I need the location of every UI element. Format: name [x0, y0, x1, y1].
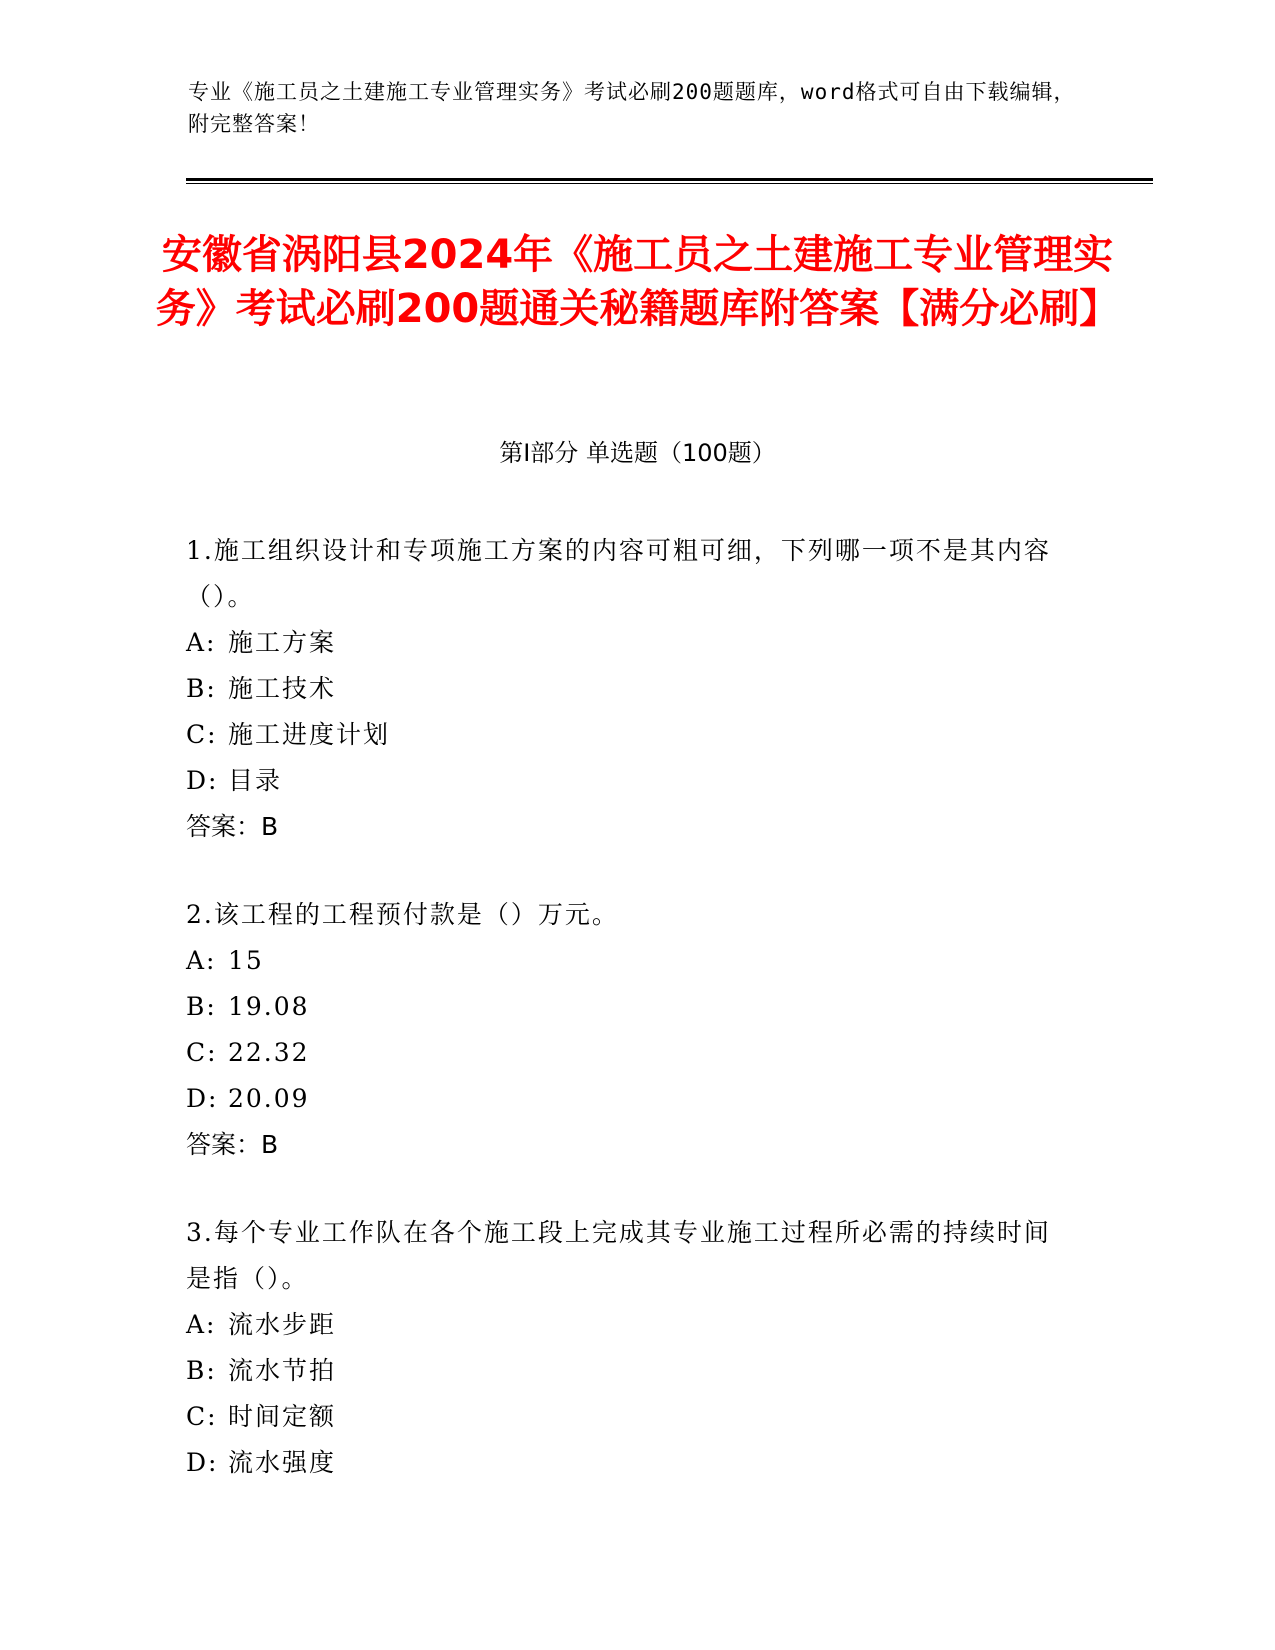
question-3 [186, 1210, 1066, 1486]
answer-line: 答案：B [186, 1130, 279, 1159]
option-text: 目录 [228, 766, 283, 795]
option-b [186, 1348, 1066, 1394]
question-list [186, 528, 1066, 1528]
question-1 [186, 528, 1066, 850]
option-key: D: [186, 766, 219, 795]
option-key: C: [186, 720, 218, 749]
header-rule-thin [186, 183, 1153, 184]
document-title: 安徽省涡阳县2024年《施工员之土建施工专业管理实务》考试必刷200题通关秘籍题库附答案【满分必刷】 [155, 232, 1120, 332]
question-stem: 2.该工程的工程预付款是（）万元。 [186, 900, 619, 929]
option-d [186, 758, 1066, 804]
question-stem: 3.每个专业工作队在各个施工段上完成其专业施工过程所必需的持续时间是指（）。 [186, 1218, 1051, 1293]
option-text: 施工技术 [228, 674, 337, 703]
option-c [186, 1394, 1066, 1440]
option-b [186, 984, 1066, 1030]
option-text: 流水节拍 [228, 1356, 337, 1385]
option-d [186, 1440, 1066, 1486]
question-stem: 1.施工组织设计和专项施工方案的内容可粗可细，下列哪一项不是其内容（）。 [186, 536, 1051, 611]
answer-line: 答案：B [186, 812, 279, 841]
option-key: A: [186, 628, 217, 657]
option-key: C: [186, 1402, 218, 1431]
option-key: D: [186, 1448, 219, 1477]
option-text: 19.08 [228, 992, 310, 1021]
option-text: 时间定额 [228, 1402, 337, 1431]
option-c [186, 712, 1066, 758]
header-note: 专业《施工员之土建施工专业管理实务》考试必刷200题题库，word格式可自由下载编辑，附完整答案！ [188, 80, 1076, 136]
option-key: C: [186, 1038, 218, 1067]
option-c [186, 1030, 1066, 1076]
header-rule-thick [186, 178, 1153, 181]
option-text: 流水步距 [228, 1310, 337, 1339]
section-heading: 第I部分 单选题（100题） [499, 439, 776, 467]
option-text: 流水强度 [228, 1448, 337, 1477]
option-key: A: [186, 1310, 217, 1339]
option-d [186, 1076, 1066, 1122]
option-text: 22.32 [228, 1038, 310, 1067]
option-key: A: [186, 946, 217, 975]
option-key: B: [186, 992, 217, 1021]
option-key: D: [186, 1084, 219, 1113]
option-a [186, 1302, 1066, 1348]
option-text: 施工方案 [228, 628, 337, 657]
option-a [186, 620, 1066, 666]
option-key: B: [186, 1356, 217, 1385]
option-a [186, 938, 1066, 984]
option-text: 15 [228, 946, 264, 975]
option-text: 20.09 [228, 1084, 310, 1113]
question-2 [186, 892, 1066, 1168]
option-key: B: [186, 674, 217, 703]
option-text: 施工进度计划 [228, 720, 391, 749]
option-b [186, 666, 1066, 712]
